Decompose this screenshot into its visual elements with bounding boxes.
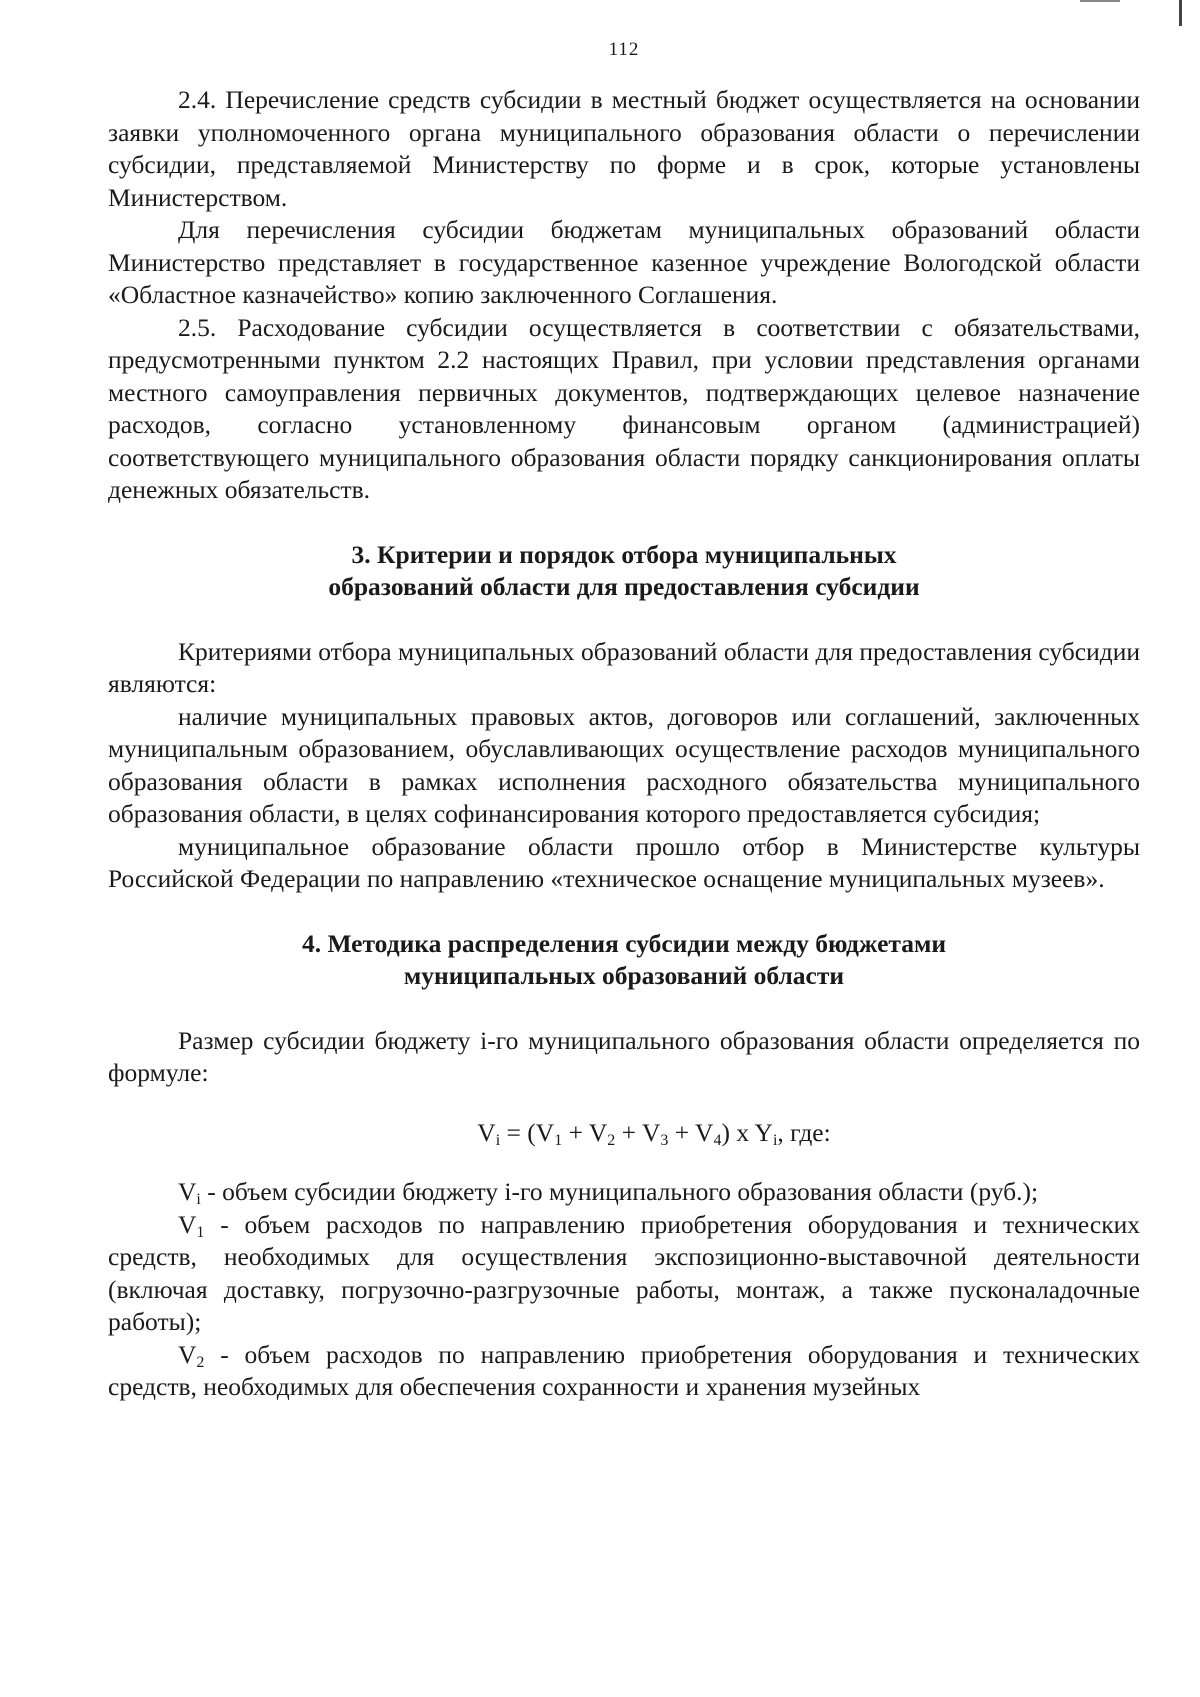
formula-eq: = (V (500, 1117, 555, 1147)
criterion-1: наличие муниципальных правовых актов, договоров или соглашений, заключенных муниципальным образованием, обуславливающих осуществление расходов муниципального образования области в рамках исполнения расходного обязательства муниципального образования области, в целях софинансирования которого предоставляется субсидия; (108, 701, 1140, 828)
section-4-heading (108, 928, 1140, 993)
formula-times: ) x Y (721, 1117, 773, 1147)
definition-v1-sub: 1 (196, 1223, 205, 1241)
scan-edge-mark-top (1080, 0, 1120, 2)
definition-vi-text: - объем субсидии бюджету i-го муниципального образования области (руб.); (200, 1177, 1039, 1206)
section-4-title-line-2: муниципальных образований области (403, 961, 845, 990)
formula-tail: , где: (777, 1117, 831, 1147)
formula-sub-i: i (495, 1131, 501, 1149)
formula-sub-1: 1 (554, 1131, 563, 1149)
subsidy-formula (168, 1117, 1140, 1150)
definition-v2-sub: 2 (196, 1353, 205, 1371)
section-3-intro: Критериями отбора муниципальных образований области для предоставления субсидии являются: (108, 636, 1140, 698)
definition-vi-sub: i (196, 1191, 201, 1208)
formula-plus-4: + V (668, 1117, 714, 1147)
definition-vi (108, 1176, 1140, 1209)
paragraph-2-5: 2.5. Расходование субсидии осуществляется в соответствии с обязательствами, предусмотренными пунктом 2.2 настоящих Правил, при условии представления органами местного самоуправления первичных документов, подтверждающих целевое назначение расходов, согласно установленному финансовым органом (администрацией) соответствующего муниципального образования области порядку санкционирования оплаты денежных обязательств. (108, 312, 1140, 504)
formula-plus-3: + V (615, 1117, 661, 1147)
definition-v1-symbol: V (178, 1209, 197, 1239)
scan-edge-mark-top-right (1179, 0, 1182, 26)
definition-v2 (108, 1339, 1140, 1404)
formula-sub-4: 4 (713, 1131, 722, 1149)
paragraph-2-4: 2.4. Перечисление средств субсидии в местный бюджет осуществляется на основании заявки уполномоченного органа муниципального образования области о перечислении субсидии, представляемой Министерству по форме и в срок, которые установлены Министерством. (108, 85, 1140, 212)
definition-v1-text: - объем расходов по направлению приобретения оборудования и технических средств, необходимых для осуществления экспозиционно-выставочной деятельности (включая доставку, погрузочно-разгрузочные работы, монтаж, а также пусконаладочные работы); (108, 1209, 1140, 1336)
definition-v2-text: - объем расходов по направлению приобретения оборудования и технических средств, необходимых для обеспечения сохранности и хранения музейных (108, 1339, 1140, 1401)
section-3-title-line-1: 3. Критерии и порядок отбора муниципальных (351, 539, 897, 569)
formula-sub-3: 3 (660, 1131, 669, 1149)
definition-vi-symbol: V (178, 1177, 197, 1206)
section-3-title-line-2: образований области для предоставления субсидии (328, 572, 920, 601)
formula-sub-yi: i (772, 1131, 778, 1149)
section-3-heading (108, 539, 1140, 604)
definition-v2-symbol: V (178, 1339, 197, 1369)
formula-plus-2: + V (562, 1117, 608, 1147)
definition-v1 (108, 1209, 1140, 1339)
criterion-2: муниципальное образование области прошло отбор в Министерстве культуры Российской Федерации по направлению «техническое оснащение муниципальных музеев». (108, 831, 1140, 893)
section-4-title-line-1: 4. Методика распределения субсидии между бюджетами (301, 928, 947, 958)
paragraph-2-4-continued: Для перечисления субсидии бюджетам муниципальных образований области Министерство представляет в государственное казенное учреждение Вологодской области «Областное казначейство» копию заключенного Соглашения. (108, 215, 1140, 309)
formula-sub-2: 2 (607, 1131, 616, 1149)
formula-v: V (477, 1117, 496, 1147)
page-number: 112 (608, 39, 640, 60)
section-4-intro: Размер субсидии бюджету i-го муниципального образования области определяется по формуле: (108, 1025, 1140, 1087)
